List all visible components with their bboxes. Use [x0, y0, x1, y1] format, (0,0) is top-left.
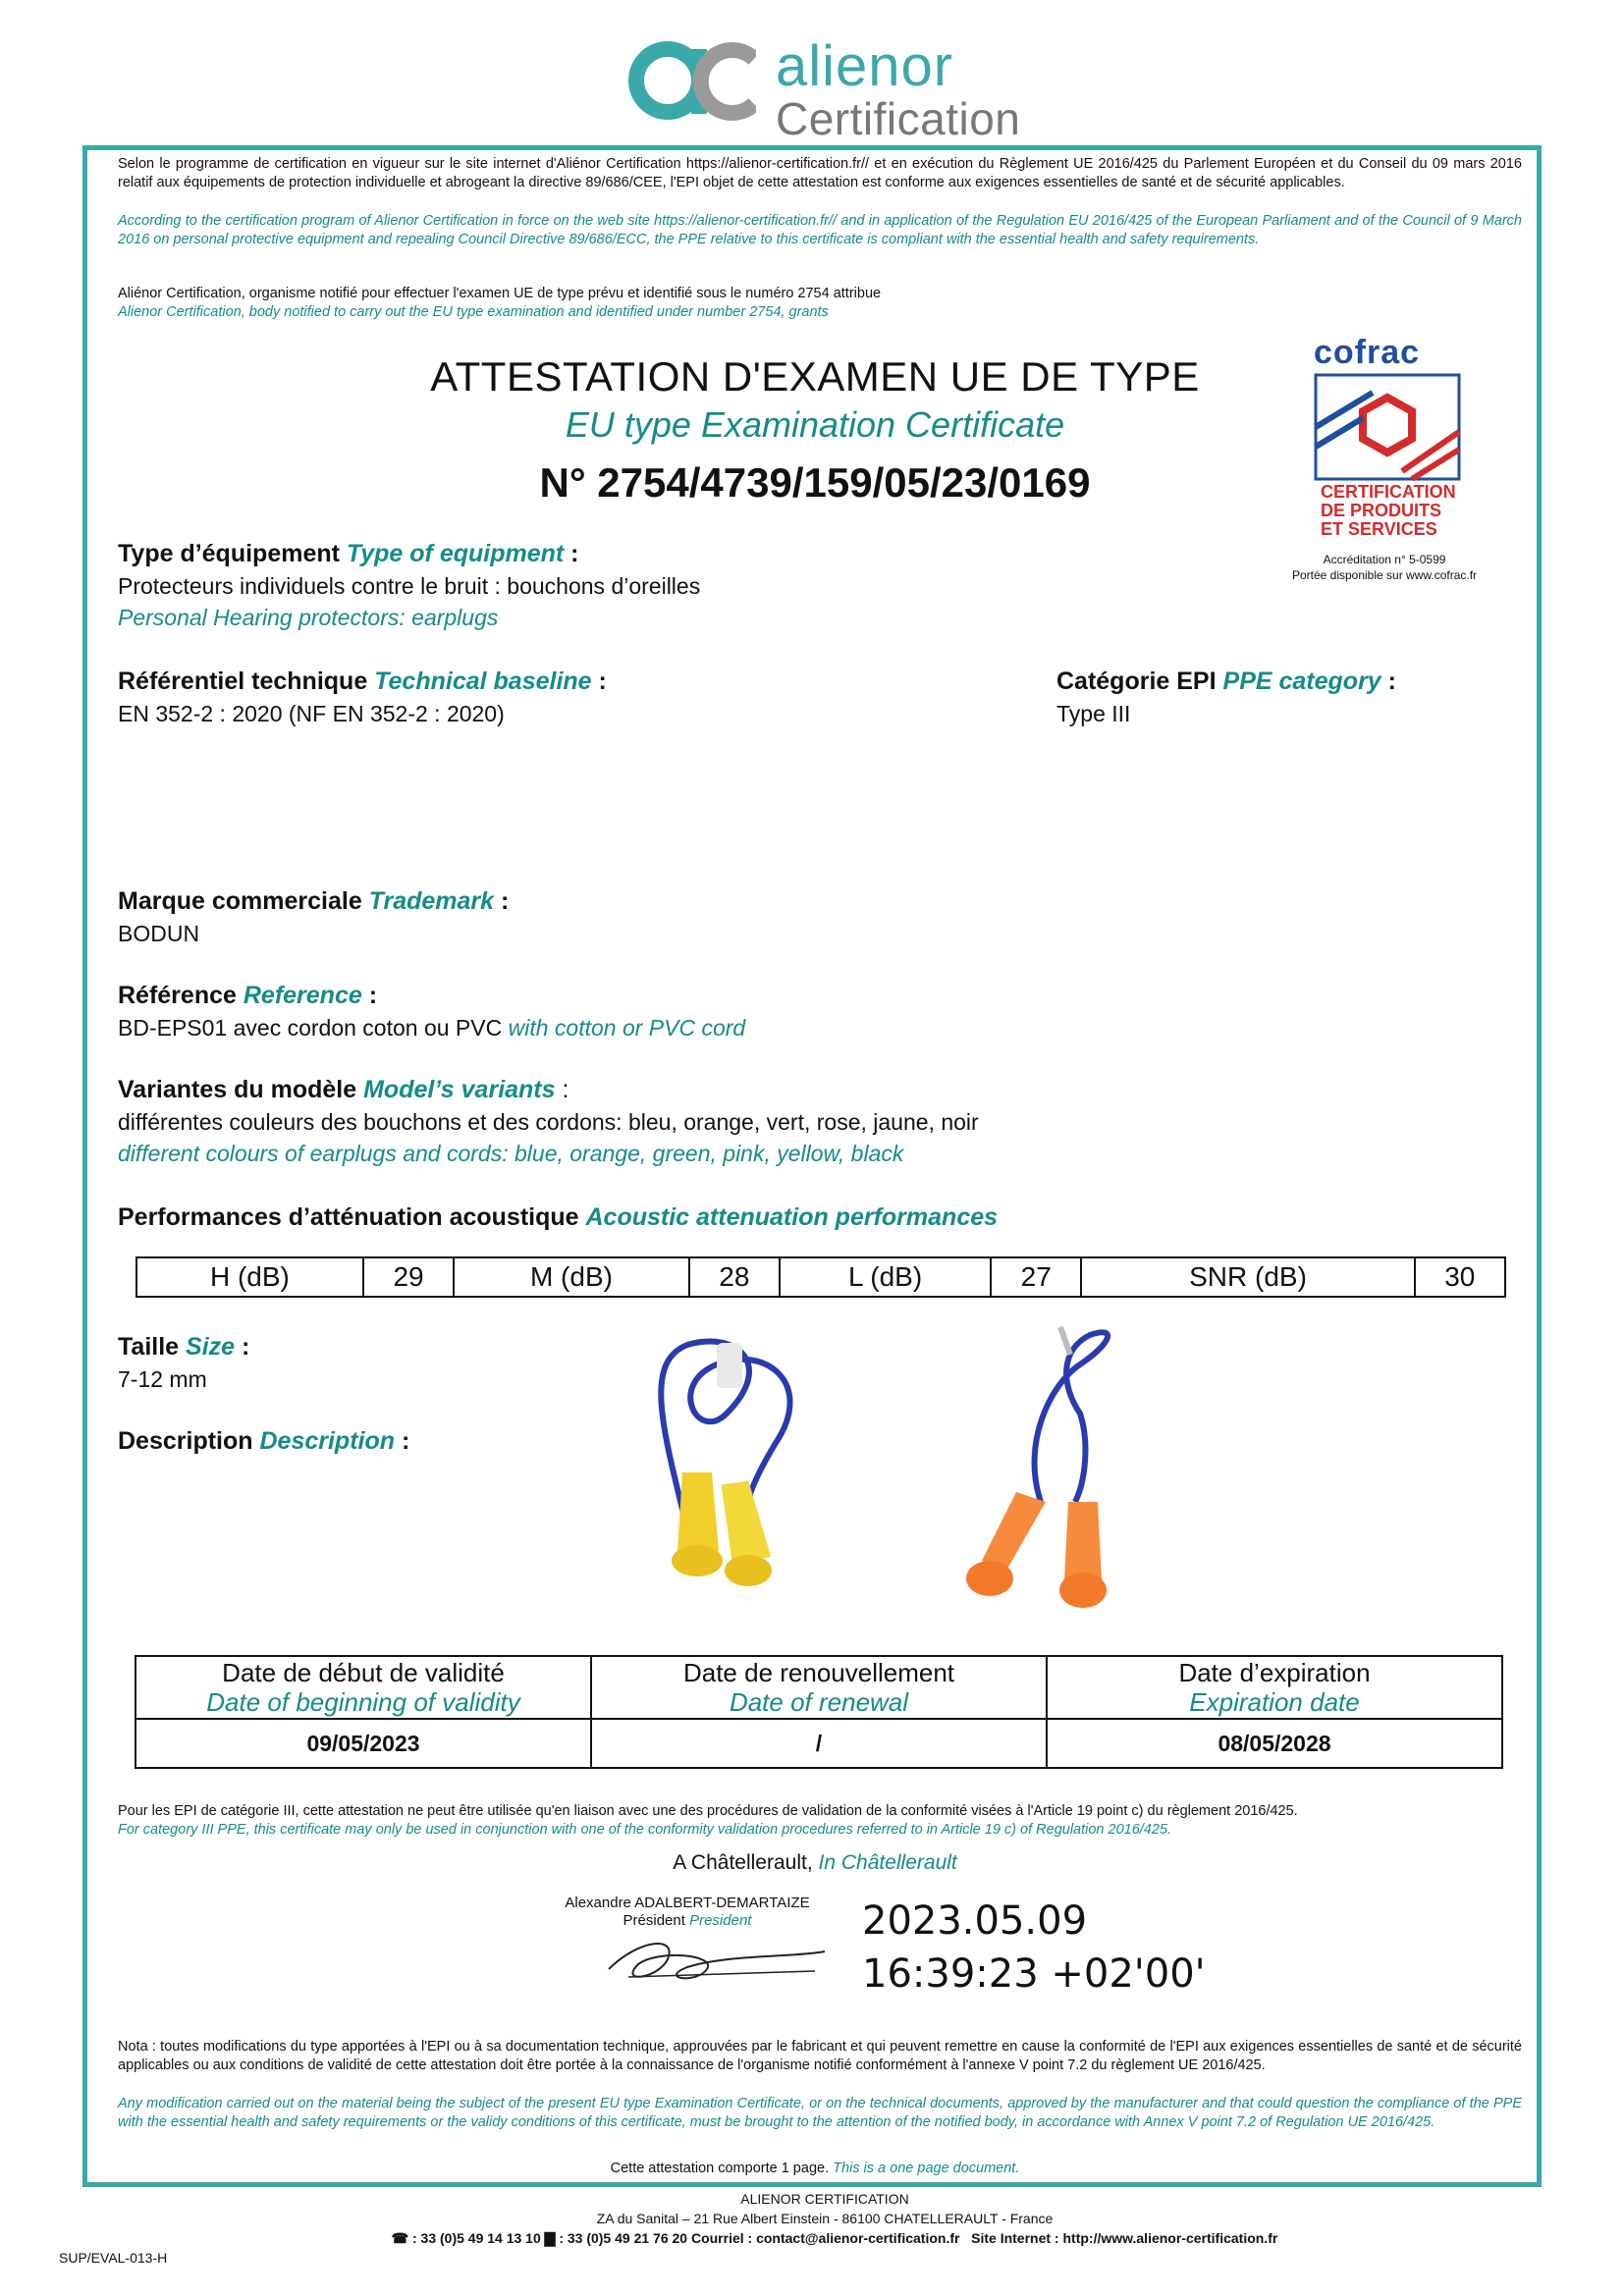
signature-date: 2023.05.09 [862, 1898, 1088, 1944]
page-count-note: Cette attestation comporte 1 page. This is a one page document. [610, 2161, 1020, 2176]
performance-heading: Performances d’atténuation acoustique Acoustic attenuation performances [118, 1203, 999, 1231]
table-cell: 30 [1415, 1257, 1505, 1297]
table-cell: M (dB) [454, 1257, 689, 1297]
table-cell: L (dB) [780, 1257, 991, 1297]
alienor-ac-mark-icon [628, 29, 756, 128]
intro-text-fr: Selon le programme de certification en vigueur sur le site internet d'Aliénor Certification https://alienor-certification.fr// et en exécution du Règlement UE 2016/425 du Parlement Européen et du Conseil du 09 mars 2016 relatif aux équipements de protection individuelle et abrogeant la directive 89/686/CEE, l'EPI objet de cette attestation est conforme aux exigences essentielles de santé et de sécurité applicables. [118, 156, 1522, 190]
earplugs-product-photo [628, 1325, 1178, 1629]
table-row [135, 1656, 1502, 1719]
cofrac-emblem-icon [1314, 373, 1461, 481]
certificate-title-en: EU type Examination Certificate [565, 404, 1065, 445]
cofrac-certification-label: CERTIFICATION DE PRODUITS ET SERVICES [1321, 482, 1456, 539]
notified-body-text-fr: Aliénor Certification, organisme notifié pour effectuer l'examen UE de type prévu et identifié sous le numéro 2754 attribue [118, 286, 882, 301]
renewal-date-value: / [591, 1719, 1047, 1768]
yellow-earplugs-image [661, 1341, 789, 1586]
form-reference: SUP/EVAL-013-H [59, 2250, 168, 2266]
category-iii-note-en: For category III PPE, this certificate may only be used in conjunction with one of the conformity validation procedures referred to in Article 19 c) of Regulation 2016/425. [118, 1822, 1172, 1838]
footer-contacts: ☎ : 33 (0)5 49 14 13 10 ▇ : 33 (0)5 49 21 76 20 Courriel : contact@alienor-certification.fr Site Internet : http://www.alienor-certification.fr [391, 2230, 1278, 2246]
signatory-block [530, 1895, 844, 1930]
table-row [136, 1257, 1505, 1297]
variants-value-fr: différentes couleurs des bouchons et des cordons: bleu, orange, vert, rose, jaune, noir [118, 1109, 979, 1135]
description-heading: Description Description : [118, 1427, 410, 1455]
signatory-name: Alexandre ADALBERT-DEMARTAIZE [565, 1895, 810, 1911]
digital-signature-timestamp [862, 1895, 1206, 2001]
ppe-category-heading: Catégorie EPI PPE category : [1056, 667, 1396, 695]
alienor-logo [628, 29, 1041, 144]
place-of-issue: A Châtellerault, In Châtellerault [673, 1851, 957, 1874]
validity-dates-table [135, 1655, 1503, 1769]
attenuation-table [135, 1256, 1506, 1298]
table-cell: 27 [991, 1257, 1081, 1297]
orange-earplugs-image [966, 1327, 1108, 1608]
logo-text-certification: Certification [776, 93, 1021, 144]
table-cell: 29 [363, 1257, 454, 1297]
footer-address: ZA du Sanital – 21 Rue Albert Einstein - 86100 CHATELLERAULT - France [596, 2211, 1054, 2226]
footer-company: ALIENOR CERTIFICATION [740, 2191, 909, 2207]
size-heading: Taille Size : [118, 1333, 250, 1361]
notified-body-text-en: Alienor Certification, body notified to carry out the EU type examination and identified under number 2754, grants [118, 304, 829, 320]
category-iii-note-fr: Pour les EPI de catégorie III, cette attestation ne peut être utilisée qu'en liaison avec une des procédures de validation de la conformité visées à l'Article 19 point c) du règlement 2016/425. [118, 1803, 1298, 1819]
technical-baseline-heading: Référentiel technique Technical baseline : [118, 667, 607, 695]
signature-time: 16:39:23 +02'00' [862, 1951, 1206, 1997]
table-cell: SNR (dB) [1081, 1257, 1414, 1297]
size-value: 7-12 mm [118, 1366, 207, 1392]
table-cell: H (dB) [136, 1257, 363, 1297]
table-row [135, 1719, 1502, 1768]
equipment-type-value-fr: Protecteurs individuels contre le bruit : bouchons d’oreilles [118, 573, 701, 599]
footer-fax: ▇ : 33 (0)5 49 21 76 20 [544, 2230, 688, 2246]
table-cell: 28 [689, 1257, 780, 1297]
variants-value-en: different colours of earplugs and cords: blue, orange, green, pink, yellow, black [118, 1141, 904, 1166]
cofrac-logo [1276, 334, 1492, 599]
expiration-date-header: Date d’expiration Expiration date [1047, 1656, 1502, 1719]
equipment-type-heading: Type d’équipement Type of equipment : [118, 540, 579, 567]
equipment-type-value-en: Personal Hearing protectors: earplugs [118, 605, 499, 630]
logo-text-alienor: alienor [776, 34, 954, 98]
start-date-header: Date de début de validité Date of beginning of validity [135, 1656, 591, 1719]
signatory-role: Président President [623, 1912, 752, 1929]
footer-website-link[interactable]: http://www.alienor-certification.fr [1062, 2230, 1278, 2246]
trademark-value: BODUN [118, 921, 200, 946]
cofrac-wordmark: cofrac [1314, 334, 1421, 371]
ppe-category-value: Type III [1056, 701, 1131, 726]
nota-text-fr: Nota : toutes modifications du type apportées à l'EPI ou à sa documentation technique, approuvées par le fabricant et qui peuvent remettre en cause la conformité de l'EPI aux exigences essentielles de santé et de sécurité applicables ou aux conditions de validité de cette attestation doit être portée à la connaissance de l'organisme notifié conformément à l'annexe V point 7.2 du règlement UE 2016/425. [118, 2039, 1522, 2073]
footer-phone: ☎ : 33 (0)5 49 14 13 10 [391, 2230, 541, 2246]
reference-heading: Référence Reference : [118, 982, 378, 1009]
variants-heading: Variantes du modèle Model’s variants : [118, 1076, 569, 1103]
certificate-number: N° 2754/4739/159/05/23/0169 [539, 459, 1091, 506]
intro-text-en: According to the certification program of Alienor Certification in force on the web site https://alienor-certification.fr// and in application of the Regulation EU 2016/425 of the European Parliament and of the Council of 9 March 2016 on personal protective equipment and repealing Council Directive 89/686/ECC, the PPE relative to this certificate is compliant with the essential health and safety requirements. [118, 213, 1522, 247]
expiration-date-value: 08/05/2028 [1047, 1719, 1502, 1768]
cofrac-accreditation: Accréditation n° 5-0599 Portée disponible sur www.cofrac.fr [1291, 553, 1478, 582]
trademark-heading: Marque commerciale Trademark : [118, 887, 510, 915]
technical-baseline-value: EN 352-2 : 2020 (NF EN 352-2 : 2020) [118, 701, 505, 726]
signature-icon [599, 1930, 835, 1989]
nota-text-en: Any modification carried out on the material being the subject of the present EU type Examination Certificate, or on the technical documents, approved by the manufacturer and that could question the compliance of the PPE with the essential health and safety requirements or the validy conditions of this certificate, must be brought to the attention of the notified body, in accordance with Annex V point 7.2 of Regulation UE 2016/425. [118, 2096, 1522, 2130]
footer-email-link[interactable]: contact@alienor-certification.fr [756, 2230, 960, 2246]
renewal-date-header: Date de renouvellement Date of renewal [591, 1656, 1047, 1719]
reference-value: BD-EPS01 avec cordon coton ou PVC with cotton or PVC cord [118, 1015, 746, 1041]
certificate-title-fr: ATTESTATION D'EXAMEN UE DE TYPE [430, 353, 1200, 400]
start-date-value: 09/05/2023 [135, 1719, 591, 1768]
